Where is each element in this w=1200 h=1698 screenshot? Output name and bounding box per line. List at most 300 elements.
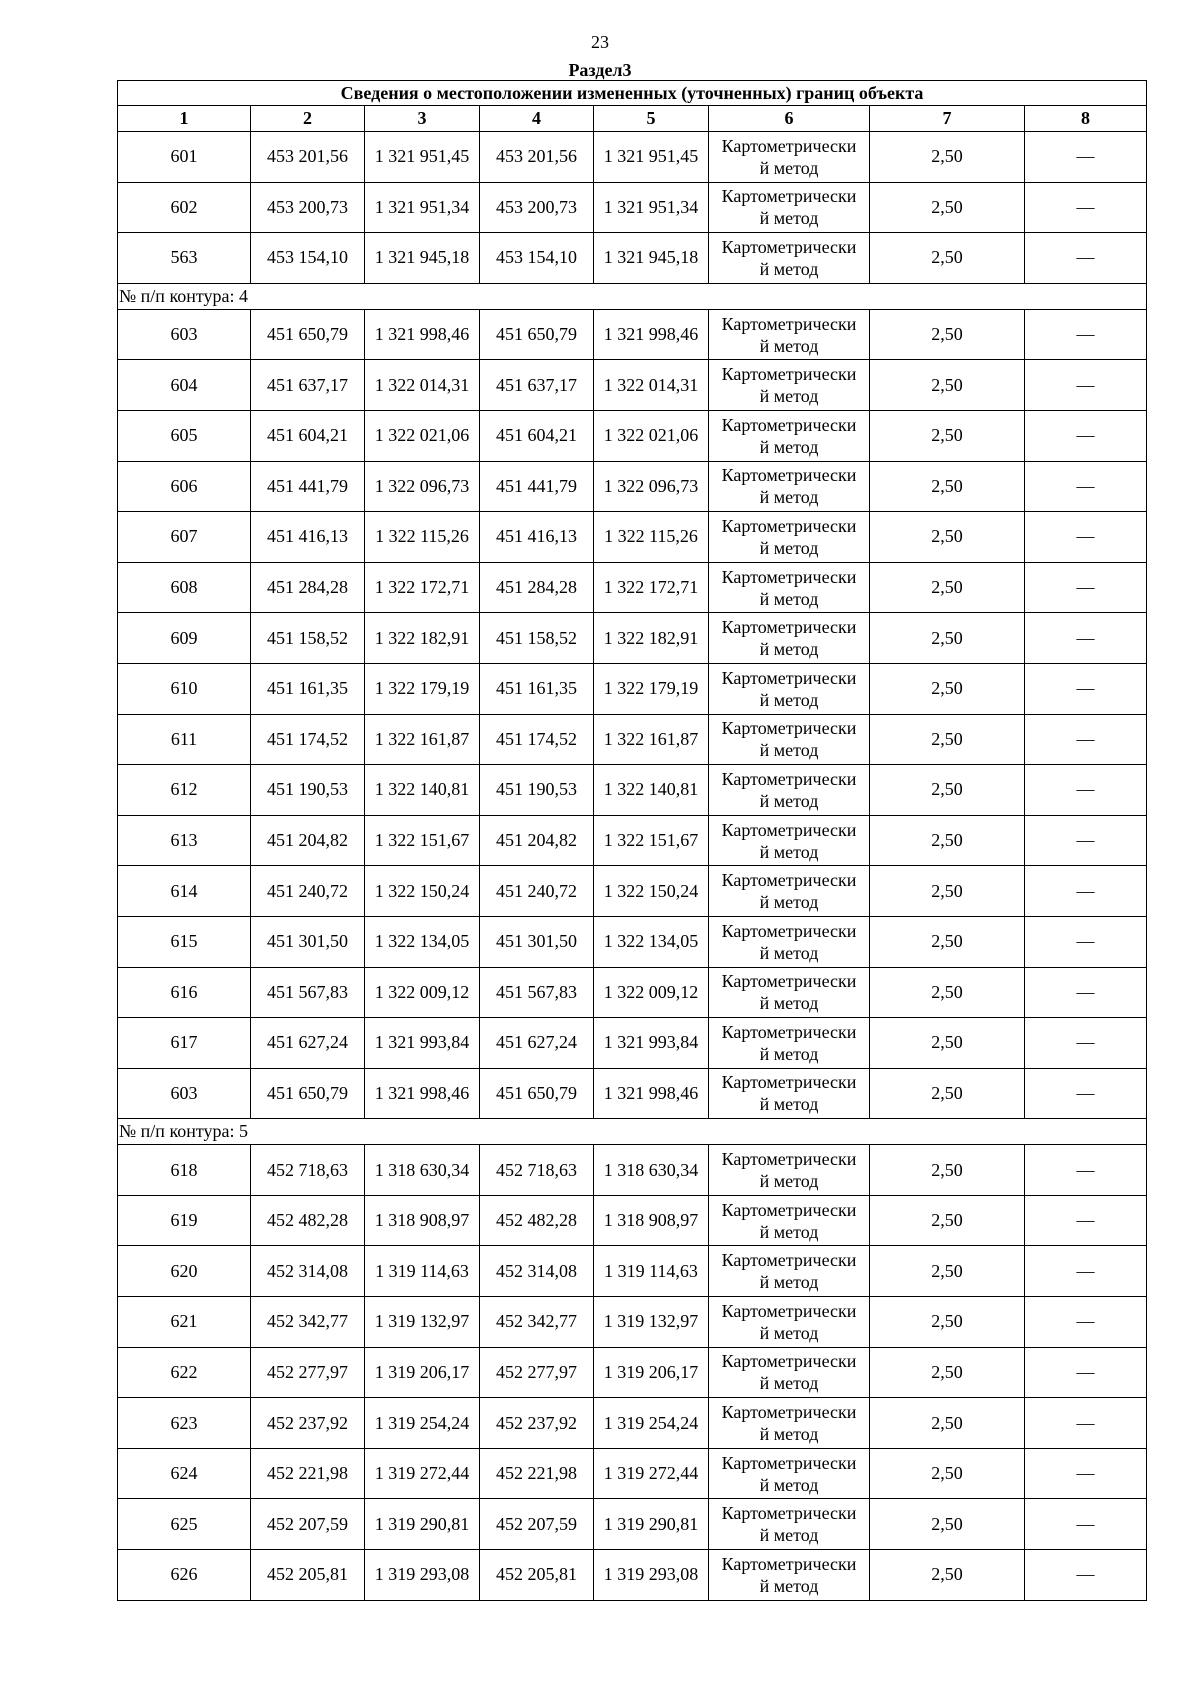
x-coordinate-cell: 452 237,92 xyxy=(251,1398,365,1449)
note-cell: — xyxy=(1025,562,1147,613)
table-row xyxy=(118,461,1147,512)
note-cell: — xyxy=(1025,1499,1147,1550)
point-number-cell: 625 xyxy=(118,1499,251,1550)
x-coordinate-cell: 451 204,82 xyxy=(251,815,365,866)
note-cell: — xyxy=(1025,866,1147,917)
x-coordinate-cell: 453 201,56 xyxy=(480,132,594,183)
y-coordinate-cell: 1 322 009,12 xyxy=(365,967,480,1018)
note-cell: — xyxy=(1025,132,1147,183)
column-number-header: 7 xyxy=(870,106,1025,132)
accuracy-cell: 2,50 xyxy=(870,714,1025,765)
column-number-header: 2 xyxy=(251,106,365,132)
table-row xyxy=(118,233,1147,284)
method-cell xyxy=(709,663,870,714)
x-coordinate-cell: 451 174,52 xyxy=(251,714,365,765)
table-row xyxy=(118,360,1147,411)
table-row xyxy=(118,663,1147,714)
contour-row xyxy=(118,283,1147,309)
accuracy-cell: 2,50 xyxy=(870,1398,1025,1449)
accuracy-cell: 2,50 xyxy=(870,663,1025,714)
contour-row xyxy=(118,1119,1147,1145)
y-coordinate-cell: 1 321 951,45 xyxy=(594,132,709,183)
accuracy-cell: 2,50 xyxy=(870,1195,1025,1246)
method-line-2: й метод xyxy=(759,258,819,279)
x-coordinate-cell: 452 482,28 xyxy=(251,1195,365,1246)
method-cell xyxy=(709,512,870,563)
note-cell: — xyxy=(1025,1246,1147,1297)
point-number-cell: 610 xyxy=(118,663,251,714)
accuracy-cell: 2,50 xyxy=(870,613,1025,664)
y-coordinate-cell: 1 321 951,34 xyxy=(594,182,709,233)
y-coordinate-cell: 1 321 998,46 xyxy=(365,1068,480,1119)
table-row xyxy=(118,1297,1147,1348)
accuracy-cell: 2,50 xyxy=(870,233,1025,284)
point-number-cell: 605 xyxy=(118,410,251,461)
x-coordinate-cell: 451 627,24 xyxy=(251,1018,365,1069)
y-coordinate-cell: 1 319 206,17 xyxy=(365,1347,480,1398)
accuracy-cell: 2,50 xyxy=(870,815,1025,866)
y-coordinate-cell: 1 322 182,91 xyxy=(594,613,709,664)
method-line-2: й метод xyxy=(759,1272,819,1293)
point-number-cell: 614 xyxy=(118,866,251,917)
method-line-1: Картометрически xyxy=(721,1250,857,1271)
x-coordinate-cell: 451 650,79 xyxy=(480,309,594,360)
x-coordinate-cell: 452 205,81 xyxy=(251,1550,365,1601)
note-cell: — xyxy=(1025,1398,1147,1449)
y-coordinate-cell: 1 322 151,67 xyxy=(365,815,480,866)
accuracy-cell: 2,50 xyxy=(870,410,1025,461)
x-coordinate-cell: 452 314,08 xyxy=(480,1246,594,1297)
accuracy-cell: 2,50 xyxy=(870,360,1025,411)
x-coordinate-cell: 451 301,50 xyxy=(251,916,365,967)
method-cell xyxy=(709,613,870,664)
table-row xyxy=(118,967,1147,1018)
x-coordinate-cell: 451 161,35 xyxy=(251,663,365,714)
y-coordinate-cell: 1 322 172,71 xyxy=(594,562,709,613)
method-line-1: Картометрически xyxy=(721,971,857,992)
table-row xyxy=(118,1499,1147,1550)
note-cell: — xyxy=(1025,309,1147,360)
x-coordinate-cell: 452 342,77 xyxy=(251,1297,365,1348)
method-line-1: Картометрически xyxy=(721,1402,857,1423)
table-row xyxy=(118,765,1147,816)
column-number-header: 3 xyxy=(365,106,480,132)
method-cell xyxy=(709,765,870,816)
note-cell: — xyxy=(1025,512,1147,563)
x-coordinate-cell: 451 441,79 xyxy=(480,461,594,512)
method-cell xyxy=(709,1195,870,1246)
x-coordinate-cell: 451 416,13 xyxy=(480,512,594,563)
method-line-2: й метод xyxy=(759,487,819,508)
x-coordinate-cell: 452 207,59 xyxy=(480,1499,594,1550)
point-number-cell: 620 xyxy=(118,1246,251,1297)
accuracy-cell: 2,50 xyxy=(870,1018,1025,1069)
method-line-2: й метод xyxy=(759,1043,819,1064)
method-cell xyxy=(709,1499,870,1550)
point-number-cell: 623 xyxy=(118,1398,251,1449)
method-line-2: й метод xyxy=(759,993,819,1014)
table-row xyxy=(118,1068,1147,1119)
accuracy-cell: 2,50 xyxy=(870,309,1025,360)
x-coordinate-cell: 451 637,17 xyxy=(480,360,594,411)
point-number-cell: 622 xyxy=(118,1347,251,1398)
note-cell: — xyxy=(1025,916,1147,967)
point-number-cell: 619 xyxy=(118,1195,251,1246)
x-coordinate-cell: 451 158,52 xyxy=(251,613,365,664)
method-cell xyxy=(709,233,870,284)
y-coordinate-cell: 1 322 161,87 xyxy=(594,714,709,765)
y-coordinate-cell: 1 322 179,19 xyxy=(365,663,480,714)
table-row xyxy=(118,1550,1147,1601)
note-cell: — xyxy=(1025,967,1147,1018)
method-line-1: Картометрически xyxy=(721,870,857,891)
x-coordinate-cell: 453 201,56 xyxy=(251,132,365,183)
table-row xyxy=(118,1347,1147,1398)
method-line-2: й метод xyxy=(759,335,819,356)
contour-label: № п/п контура: 4 xyxy=(118,283,1147,309)
method-line-1: Картометрически xyxy=(721,364,857,385)
x-coordinate-cell: 451 190,53 xyxy=(480,765,594,816)
note-cell: — xyxy=(1025,1448,1147,1499)
x-coordinate-cell: 451 650,79 xyxy=(251,1068,365,1119)
y-coordinate-cell: 1 322 021,06 xyxy=(365,410,480,461)
method-line-1: Картометрически xyxy=(721,768,857,789)
y-coordinate-cell: 1 322 182,91 xyxy=(365,613,480,664)
y-coordinate-cell: 1 322 115,26 xyxy=(594,512,709,563)
section-title: Раздел3 xyxy=(568,60,632,80)
accuracy-cell: 2,50 xyxy=(870,1297,1025,1348)
method-line-1: Картометрически xyxy=(721,414,857,435)
y-coordinate-cell: 1 322 014,31 xyxy=(365,360,480,411)
method-line-2: й метод xyxy=(759,892,819,913)
note-cell: — xyxy=(1025,613,1147,664)
x-coordinate-cell: 451 190,53 xyxy=(251,765,365,816)
x-coordinate-cell: 452 342,77 xyxy=(480,1297,594,1348)
x-coordinate-cell: 451 637,17 xyxy=(251,360,365,411)
method-cell xyxy=(709,815,870,866)
method-line-2: й метод xyxy=(759,1221,819,1242)
y-coordinate-cell: 1 318 908,97 xyxy=(594,1195,709,1246)
method-cell xyxy=(709,1145,870,1196)
point-number-cell: 612 xyxy=(118,765,251,816)
table-row xyxy=(118,1398,1147,1449)
point-number-cell: 626 xyxy=(118,1550,251,1601)
point-number-cell: 621 xyxy=(118,1297,251,1348)
y-coordinate-cell: 1 319 293,08 xyxy=(594,1550,709,1601)
y-coordinate-cell: 1 318 630,34 xyxy=(594,1145,709,1196)
method-cell xyxy=(709,1550,870,1601)
y-coordinate-cell: 1 322 134,05 xyxy=(365,916,480,967)
x-coordinate-cell: 452 718,63 xyxy=(480,1145,594,1196)
contour-label: № п/п контура: 5 xyxy=(118,1119,1147,1145)
method-cell xyxy=(709,916,870,967)
method-line-1: Картометрически xyxy=(721,186,857,207)
method-line-2: й метод xyxy=(759,740,819,761)
method-line-1: Картометрически xyxy=(721,313,857,334)
note-cell: — xyxy=(1025,663,1147,714)
x-coordinate-cell: 451 567,83 xyxy=(251,967,365,1018)
x-coordinate-cell: 451 650,79 xyxy=(480,1068,594,1119)
method-line-1: Картометрически xyxy=(721,1553,857,1574)
table-row xyxy=(118,916,1147,967)
x-coordinate-cell: 453 200,73 xyxy=(480,182,594,233)
note-cell: — xyxy=(1025,1550,1147,1601)
table-row xyxy=(118,714,1147,765)
method-cell xyxy=(709,967,870,1018)
column-number-header: 8 xyxy=(1025,106,1147,132)
method-line-2: й метод xyxy=(759,942,819,963)
table-row xyxy=(118,132,1147,183)
y-coordinate-cell: 1 318 908,97 xyxy=(365,1195,480,1246)
y-coordinate-cell: 1 319 290,81 xyxy=(594,1499,709,1550)
point-number-cell: 603 xyxy=(118,1068,251,1119)
x-coordinate-cell: 453 154,10 xyxy=(480,233,594,284)
x-coordinate-cell: 451 240,72 xyxy=(480,866,594,917)
y-coordinate-cell: 1 319 132,97 xyxy=(365,1297,480,1348)
x-coordinate-cell: 452 221,98 xyxy=(480,1448,594,1499)
note-cell: — xyxy=(1025,182,1147,233)
table-row xyxy=(118,866,1147,917)
accuracy-cell: 2,50 xyxy=(870,1145,1025,1196)
method-cell xyxy=(709,562,870,613)
x-coordinate-cell: 452 277,97 xyxy=(480,1347,594,1398)
note-cell: — xyxy=(1025,765,1147,816)
method-line-2: й метод xyxy=(759,1575,819,1596)
x-coordinate-cell: 452 314,08 xyxy=(251,1246,365,1297)
note-cell: — xyxy=(1025,714,1147,765)
method-line-2: й метод xyxy=(759,1525,819,1546)
y-coordinate-cell: 1 322 161,87 xyxy=(365,714,480,765)
y-coordinate-cell: 1 321 998,46 xyxy=(594,1068,709,1119)
y-coordinate-cell: 1 319 132,97 xyxy=(594,1297,709,1348)
method-line-1: Картометрически xyxy=(721,667,857,688)
x-coordinate-cell: 451 240,72 xyxy=(251,866,365,917)
x-coordinate-cell: 452 718,63 xyxy=(251,1145,365,1196)
x-coordinate-cell: 451 161,35 xyxy=(480,663,594,714)
method-line-2: й метод xyxy=(759,1322,819,1343)
method-line-2: й метод xyxy=(759,1424,819,1445)
method-cell xyxy=(709,1448,870,1499)
y-coordinate-cell: 1 319 293,08 xyxy=(365,1550,480,1601)
x-coordinate-cell: 451 567,83 xyxy=(480,967,594,1018)
point-number-cell: 607 xyxy=(118,512,251,563)
table-row xyxy=(118,1246,1147,1297)
x-coordinate-cell: 451 627,24 xyxy=(480,1018,594,1069)
method-cell xyxy=(709,461,870,512)
x-coordinate-cell: 453 154,10 xyxy=(251,233,365,284)
point-number-cell: 608 xyxy=(118,562,251,613)
method-line-2: й метод xyxy=(759,841,819,862)
table-row xyxy=(118,613,1147,664)
x-coordinate-cell: 451 416,13 xyxy=(251,512,365,563)
x-coordinate-cell: 451 650,79 xyxy=(251,309,365,360)
x-coordinate-cell: 453 200,73 xyxy=(251,182,365,233)
point-number-cell: 613 xyxy=(118,815,251,866)
method-cell xyxy=(709,1347,870,1398)
x-coordinate-cell: 451 204,82 xyxy=(480,815,594,866)
accuracy-cell: 2,50 xyxy=(870,1448,1025,1499)
x-coordinate-cell: 451 284,28 xyxy=(480,562,594,613)
y-coordinate-cell: 1 322 140,81 xyxy=(365,765,480,816)
point-number-cell: 616 xyxy=(118,967,251,1018)
table-row xyxy=(118,309,1147,360)
method-cell xyxy=(709,1068,870,1119)
note-cell: — xyxy=(1025,1347,1147,1398)
x-coordinate-cell: 452 277,97 xyxy=(251,1347,365,1398)
method-line-2: й метод xyxy=(759,1474,819,1495)
point-number-cell: 563 xyxy=(118,233,251,284)
method-line-1: Картометрически xyxy=(721,617,857,638)
accuracy-cell: 2,50 xyxy=(870,132,1025,183)
y-coordinate-cell: 1 322 151,67 xyxy=(594,815,709,866)
method-line-2: й метод xyxy=(759,537,819,558)
method-line-2: й метод xyxy=(759,208,819,229)
note-cell: — xyxy=(1025,1068,1147,1119)
y-coordinate-cell: 1 322 134,05 xyxy=(594,916,709,967)
table-row xyxy=(118,1448,1147,1499)
point-number-cell: 624 xyxy=(118,1448,251,1499)
method-cell xyxy=(709,132,870,183)
column-number-header: 5 xyxy=(594,106,709,132)
x-coordinate-cell: 451 284,28 xyxy=(251,562,365,613)
note-cell: — xyxy=(1025,1145,1147,1196)
y-coordinate-cell: 1 322 115,26 xyxy=(365,512,480,563)
point-number-cell: 602 xyxy=(118,182,251,233)
method-line-1: Картометрически xyxy=(721,920,857,941)
y-coordinate-cell: 1 322 096,73 xyxy=(365,461,480,512)
accuracy-cell: 2,50 xyxy=(870,866,1025,917)
note-cell: — xyxy=(1025,1297,1147,1348)
y-coordinate-cell: 1 321 998,46 xyxy=(594,309,709,360)
note-cell: — xyxy=(1025,1195,1147,1246)
accuracy-cell: 2,50 xyxy=(870,1499,1025,1550)
method-line-1: Картометрически xyxy=(721,566,857,587)
y-coordinate-cell: 1 322 179,19 xyxy=(594,663,709,714)
accuracy-cell: 2,50 xyxy=(870,1068,1025,1119)
method-line-1: Картометрически xyxy=(721,515,857,536)
point-number-cell: 617 xyxy=(118,1018,251,1069)
y-coordinate-cell: 1 319 272,44 xyxy=(365,1448,480,1499)
y-coordinate-cell: 1 321 951,45 xyxy=(365,132,480,183)
method-line-1: Картометрически xyxy=(721,1149,857,1170)
accuracy-cell: 2,50 xyxy=(870,562,1025,613)
x-coordinate-cell: 451 174,52 xyxy=(480,714,594,765)
column-number-header: 6 xyxy=(709,106,870,132)
method-cell xyxy=(709,360,870,411)
y-coordinate-cell: 1 319 114,63 xyxy=(594,1246,709,1297)
method-line-1: Картометрически xyxy=(721,1503,857,1524)
point-number-cell: 604 xyxy=(118,360,251,411)
y-coordinate-cell: 1 322 172,71 xyxy=(365,562,480,613)
table-row xyxy=(118,410,1147,461)
y-coordinate-cell: 1 321 945,18 xyxy=(594,233,709,284)
point-number-cell: 606 xyxy=(118,461,251,512)
note-cell: — xyxy=(1025,410,1147,461)
y-coordinate-cell: 1 321 951,34 xyxy=(365,182,480,233)
method-line-1: Картометрически xyxy=(721,236,857,257)
table-row xyxy=(118,1195,1147,1246)
table-row xyxy=(118,182,1147,233)
table-row xyxy=(118,1018,1147,1069)
note-cell: — xyxy=(1025,461,1147,512)
accuracy-cell: 2,50 xyxy=(870,1550,1025,1601)
column-number-header: 1 xyxy=(118,106,251,132)
method-line-1: Картометрически xyxy=(721,1021,857,1042)
method-line-2: й метод xyxy=(759,1373,819,1394)
x-coordinate-cell: 451 604,21 xyxy=(480,410,594,461)
x-coordinate-cell: 452 482,28 xyxy=(480,1195,594,1246)
y-coordinate-cell: 1 322 140,81 xyxy=(594,765,709,816)
method-cell xyxy=(709,1246,870,1297)
x-coordinate-cell: 452 221,98 xyxy=(251,1448,365,1499)
y-coordinate-cell: 1 322 150,24 xyxy=(594,866,709,917)
point-number-cell: 609 xyxy=(118,613,251,664)
x-coordinate-cell: 451 301,50 xyxy=(480,916,594,967)
y-coordinate-cell: 1 319 290,81 xyxy=(365,1499,480,1550)
accuracy-cell: 2,50 xyxy=(870,765,1025,816)
point-number-cell: 615 xyxy=(118,916,251,967)
y-coordinate-cell: 1 322 150,24 xyxy=(365,866,480,917)
method-cell xyxy=(709,1398,870,1449)
accuracy-cell: 2,50 xyxy=(870,1246,1025,1297)
y-coordinate-cell: 1 319 206,17 xyxy=(594,1347,709,1398)
method-line-2: й метод xyxy=(759,588,819,609)
method-line-1: Картометрически xyxy=(721,1300,857,1321)
boundary-table xyxy=(117,80,1147,1601)
table-row xyxy=(118,512,1147,563)
method-line-1: Картометрически xyxy=(721,819,857,840)
method-line-2: й метод xyxy=(759,157,819,178)
x-coordinate-cell: 452 205,81 xyxy=(480,1550,594,1601)
method-cell xyxy=(709,182,870,233)
method-cell xyxy=(709,309,870,360)
method-line-1: Картометрически xyxy=(721,718,857,739)
method-line-1: Картометрически xyxy=(721,1351,857,1372)
method-cell xyxy=(709,714,870,765)
y-coordinate-cell: 1 321 993,84 xyxy=(365,1018,480,1069)
table-row xyxy=(118,815,1147,866)
y-coordinate-cell: 1 322 096,73 xyxy=(594,461,709,512)
note-cell: — xyxy=(1025,360,1147,411)
method-line-2: й метод xyxy=(759,790,819,811)
method-line-2: й метод xyxy=(759,1094,819,1115)
y-coordinate-cell: 1 321 998,46 xyxy=(365,309,480,360)
note-cell: — xyxy=(1025,815,1147,866)
note-cell: — xyxy=(1025,233,1147,284)
method-line-2: й метод xyxy=(759,1171,819,1192)
method-line-2: й метод xyxy=(759,436,819,457)
method-line-1: Картометрически xyxy=(721,1452,857,1473)
column-number-header: 4 xyxy=(480,106,594,132)
y-coordinate-cell: 1 322 021,06 xyxy=(594,410,709,461)
y-coordinate-cell: 1 321 945,18 xyxy=(365,233,480,284)
accuracy-cell: 2,50 xyxy=(870,916,1025,967)
table-caption: Сведения о местоположении измененных (уточненных) границ объекта xyxy=(118,81,1147,106)
page-number: 23 xyxy=(591,32,609,52)
accuracy-cell: 2,50 xyxy=(870,512,1025,563)
y-coordinate-cell: 1 322 014,31 xyxy=(594,360,709,411)
method-line-2: й метод xyxy=(759,639,819,660)
y-coordinate-cell: 1 321 993,84 xyxy=(594,1018,709,1069)
accuracy-cell: 2,50 xyxy=(870,182,1025,233)
accuracy-cell: 2,50 xyxy=(870,1347,1025,1398)
accuracy-cell: 2,50 xyxy=(870,461,1025,512)
x-coordinate-cell: 451 158,52 xyxy=(480,613,594,664)
method-line-1: Картометрически xyxy=(721,135,857,156)
method-line-2: й метод xyxy=(759,689,819,710)
method-cell xyxy=(709,866,870,917)
method-cell xyxy=(709,1018,870,1069)
